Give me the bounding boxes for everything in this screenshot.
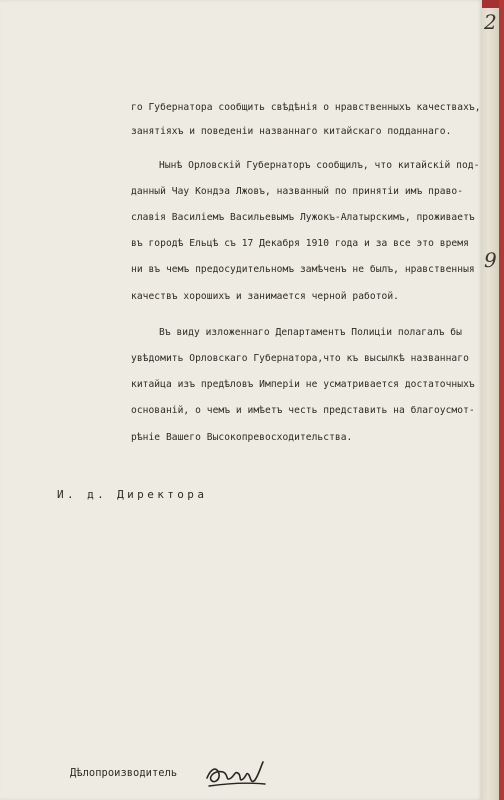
- clerk-label: Дѣлопроизводитель: [70, 767, 178, 779]
- text-line-13: рѣніе Вашего Высокопревосходительства.: [131, 432, 353, 443]
- margin-note-top: 2: [484, 10, 497, 34]
- red-binding-edge: [499, 0, 504, 800]
- text-line-5: славія Василіемъ Васильевымъ Лужокъ-Алатырскимъ, проживаетъ: [131, 212, 475, 223]
- text-line-1: го Губернатора сообщить свѣдѣнія о нравственныхъ качествахъ,: [131, 102, 481, 113]
- text-line-4: данный Чау Кондэа Лжовъ, названный по принятіи имъ право-: [131, 186, 464, 197]
- text-line-12: основаній, о чемъ и имѣетъ честь представить на благоусмот-: [131, 405, 475, 416]
- margin-note-bottom: 9: [484, 248, 497, 272]
- text-line-2: занятіяхъ и поведеніи названнаго китайскаго подданнаго.: [131, 126, 452, 137]
- text-line-6: въ городѣ Ельцѣ съ 17 Декабря 1910 года и за все это время: [131, 238, 469, 249]
- clerk-signature: [205, 760, 267, 794]
- text-line-10: увѣдомить Орловскаго Губернатора,что къ высылкѣ названнаго: [131, 353, 469, 364]
- text-line-8: качествъ хорошихъ и занимается черной работой.: [131, 291, 399, 302]
- text-line-7: ни въ чемъ предосудительномъ замѣченъ не былъ, нравственныя: [131, 264, 475, 275]
- text-line-9: Въ виду изложеннаго Департаментъ Полиціи полагалъ бы: [159, 327, 462, 338]
- text-line-11: китайца изъ предѣловъ Имперіи не усматривается достаточныхъ: [131, 379, 475, 390]
- director-label: И. д. Директора: [57, 488, 208, 501]
- text-line-3: Нынѣ Орловскій Губернаторъ сообщилъ, что китайскій под-: [159, 160, 480, 171]
